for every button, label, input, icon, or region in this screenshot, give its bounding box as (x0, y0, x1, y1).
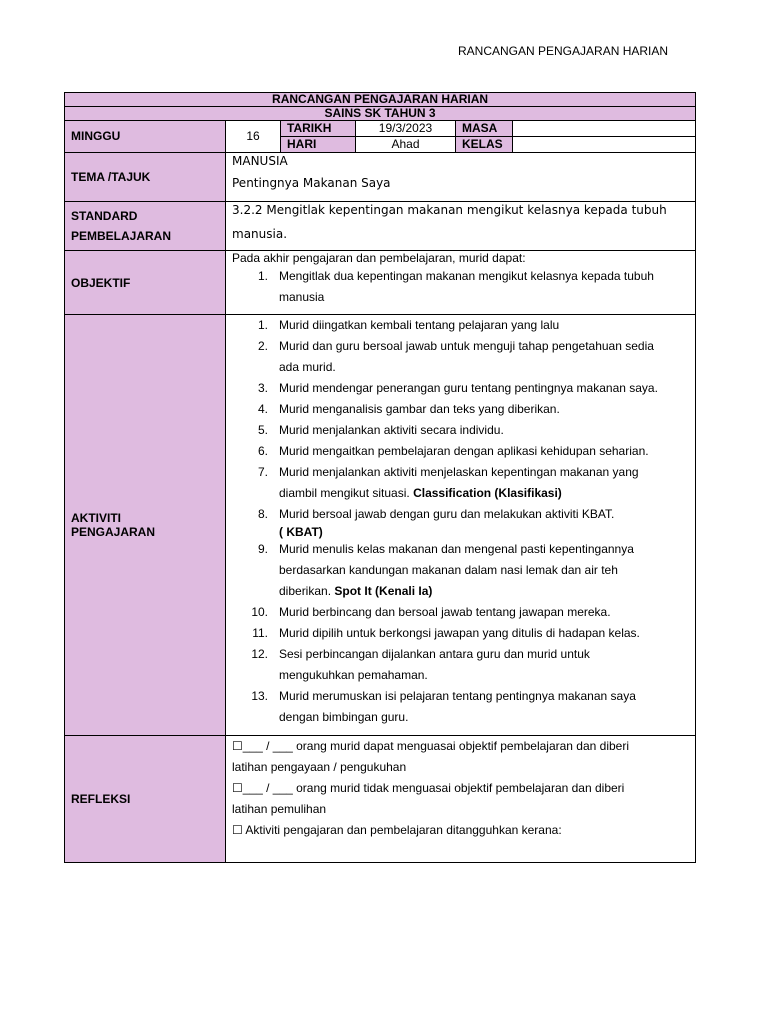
aktiviti-item: 4. Murid menganalisis gambar dan teks yang diberikan. (257, 402, 560, 416)
refleksi-line-2: latihan pengayaan / pengukuhan (232, 760, 407, 774)
objektif-label: OBJEKTIF (65, 251, 226, 315)
aktiviti-label-2: PENGAJARAN (71, 525, 156, 539)
aktiviti-item: 8. Murid bersoal jawab dengan guru dan melakukan aktiviti KBAT. ( KBAT) (257, 507, 615, 539)
aktiviti-item: 1. Murid diingatkan kembali tentang pelajaran yang lalu (257, 318, 560, 332)
rph-table (64, 92, 696, 863)
objektif-intro: Pada akhir pengajaran dan pembelajaran, murid dapat: (232, 251, 526, 265)
standard-label-2: PEMBELAJARAN (71, 229, 172, 243)
refleksi-line-4: latihan pemulihan (232, 802, 327, 816)
aktiviti-item: 11. Murid dipilih untuk berkongsi jawapan yang ditulis di hadapan kelas. (252, 626, 640, 640)
standard-label-1: STANDARD (71, 209, 138, 223)
hari-label: HARI (281, 137, 356, 153)
kelas-value (513, 137, 696, 153)
aktiviti-label-1: AKTIVITI (71, 511, 121, 525)
standard-text-1: 3.2.2 Mengitlak kepentingan makanan mengikut kelasnya kepada tubuh (232, 203, 667, 217)
minggu-label: MINGGU (65, 121, 226, 153)
hari-value: Ahad (356, 137, 456, 153)
refleksi-line-5: ☐ Aktiviti pengajaran dan pembelajaran ditangguhkan kerana: (232, 823, 562, 837)
aktiviti-item: 10. Murid berbincang dan bersoal jawab tentang jawapan mereka. (251, 605, 611, 619)
aktiviti-item: 6. Murid mengaitkan pembelajaran dengan aplikasi kehidupan seharian. (257, 444, 649, 458)
aktiviti-item: 13. Murid merumuskan isi pelajaran tentang pentingnya makanan saya dengan bimbingan guru. (251, 689, 636, 724)
tarikh-value: 19/3/2023 (356, 121, 456, 137)
aktiviti-item: 7. Murid menjalankan aktiviti menjelaskan kepentingan makanan yang diambil mengikut situasi. Classification (Klasifikasi) (257, 465, 639, 500)
tema-topic: Pentingnya Makanan Saya (232, 176, 391, 190)
refleksi-line-1: ☐___ / ___ orang murid dapat menguasai objektif pembelajaran dan diberi (232, 739, 630, 753)
masa-value (513, 121, 696, 137)
table-subtitle: SAINS SK TAHUN 3 (65, 107, 696, 121)
refleksi-label: REFLEKSI (65, 736, 226, 863)
objektif-item: 1. Mengitlak dua kepentingan makanan mengikut kelasnya kepada tubuh manusia (257, 269, 654, 304)
aktiviti-item: 3. Murid mendengar penerangan guru tentang pentingnya makanan saya. (257, 381, 658, 395)
masa-label: MASA (456, 121, 513, 137)
aktiviti-item: 5. Murid menjalankan aktiviti secara individu. (257, 423, 504, 437)
kelas-label: KELAS (456, 137, 513, 153)
minggu-value: 16 (226, 121, 281, 153)
aktiviti-item: 2. Murid dan guru bersoal jawab untuk menguji tahap pengetahuan sedia ada murid. (257, 339, 654, 374)
tema-label: TEMA /TAJUK (65, 153, 226, 202)
aktiviti-item: 9. Murid menulis kelas makanan dan mengenal pasti kepentingannya berdasarkan kandungan makanan dalam nasi lemak dan air teh diberikan. Spot It (Kenali Ia) (257, 542, 634, 598)
tema-theme: MANUSIA (232, 154, 288, 168)
aktiviti-item: 12. Sesi perbincangan dijalankan antara guru dan murid untuk mengukuhkan pemahaman. (251, 647, 590, 682)
refleksi-line-3: ☐___ / ___ orang murid tidak menguasai objektif pembelajaran dan diberi (232, 781, 625, 795)
tarikh-label: TARIKH (281, 121, 356, 137)
table-title: RANCANGAN PENGAJARAN HARIAN (65, 93, 696, 107)
page-header: RANCANGAN PENGAJARAN HARIAN (458, 44, 669, 58)
standard-text-2: manusia. (232, 227, 288, 241)
aktiviti-list (232, 315, 689, 728)
